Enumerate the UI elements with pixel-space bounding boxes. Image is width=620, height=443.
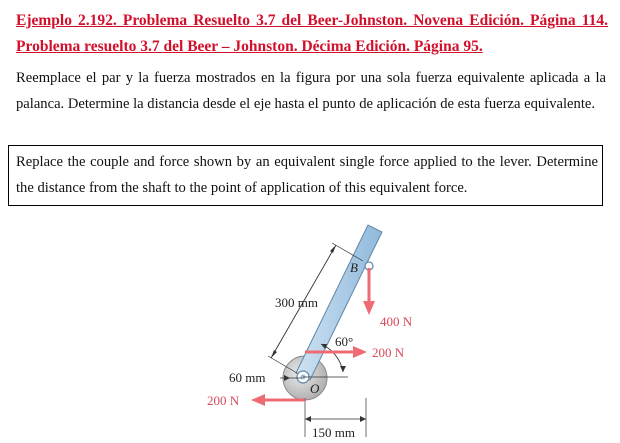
dim-arrow-300-bottom xyxy=(271,350,277,358)
label-200n-left: 200 N xyxy=(207,393,240,408)
force-400-arrow-head xyxy=(363,301,375,315)
force-200-left-arrow-head xyxy=(251,394,265,406)
label-300mm: 300 mm xyxy=(275,295,318,310)
label-angle: 60° xyxy=(335,334,354,349)
statement-english: Replace the couple and force shown by an equivalent single force applied to the lever. Determine the distance from the shaft to the point of application of this equivalent force. xyxy=(16,154,598,196)
label-150mm: 150 mm xyxy=(312,425,355,440)
dim-arrow-150-right xyxy=(360,416,366,422)
statement-spanish: Reemplace el par y la fuerza mostrados en la figura por una sola fuerza equivalente aplicada a la palanca. Determine la distancia desde el eje hasta el punto de aplicación de esta fuerza equivalente. xyxy=(16,70,606,112)
label-60mm: 60 mm xyxy=(229,370,266,385)
force-200-right-arrow-head xyxy=(353,346,367,358)
dim-arrow-150-left xyxy=(305,416,311,422)
label-400n: 400 N xyxy=(380,314,413,329)
dim-arrow-300-top xyxy=(330,245,336,253)
label-b: B xyxy=(350,260,358,275)
angle-arc-arrow-bottom xyxy=(340,366,346,372)
label-o: O xyxy=(310,381,320,396)
label-200n-right: 200 N xyxy=(372,345,405,360)
example-title: Ejemplo 2.192. Problema Resuelto 3.7 del Beer-Johnston. Novena Edición. Página 114. Problema resuelto 3.7 del Beer – Johnston. Décima Edición. Página 95. xyxy=(16,12,608,55)
